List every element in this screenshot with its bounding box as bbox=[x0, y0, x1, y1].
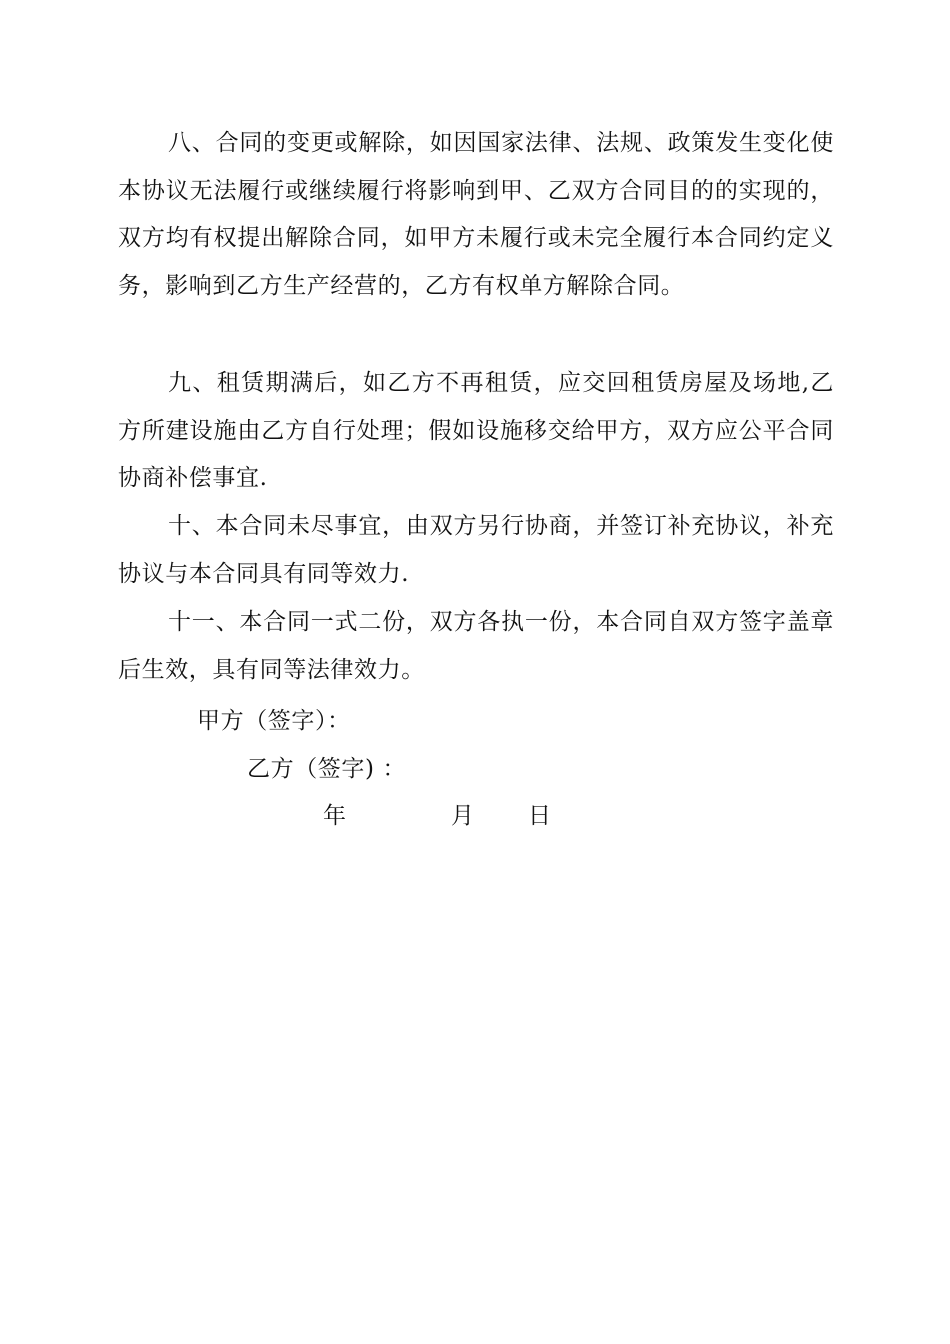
date-day-label: 日 bbox=[528, 803, 552, 829]
clause-10: 十、本合同未尽事宜，由双方另行协商，并签订补充协议，补充协议与本合同具有同等效力. bbox=[118, 513, 834, 587]
clause-9: 九、租赁期满后，如乙方不再租赁，应交回租赁房屋及场地,乙方所建设施由乙方自行处理；假如设施移交给甲方，双方应公平合同协商补偿事宜. bbox=[118, 370, 834, 491]
date-year-label: 年 bbox=[323, 803, 347, 829]
party-b-signature-label: 乙方（签字) ： bbox=[247, 756, 407, 782]
clause-8: 八、合同的变更或解除，如因国家法律、法规、政策发生变化使本协议无法履行或继续履行将影响到甲、乙双方合同目的的实现的，双方均有权提出解除合同，如甲方未履行或未完全履行本合同约定义务，影响到乙方生产经营的，乙方有权单方解除合同。 bbox=[118, 130, 834, 299]
clause-11: 十一、本合同一式二份，双方各执一份，本合同自双方签字盖章后生效，具有同等法律效力。 bbox=[118, 609, 834, 683]
date-month-label: 月 bbox=[451, 803, 475, 829]
party-a-signature-label: 甲方（签字）： bbox=[197, 708, 351, 734]
